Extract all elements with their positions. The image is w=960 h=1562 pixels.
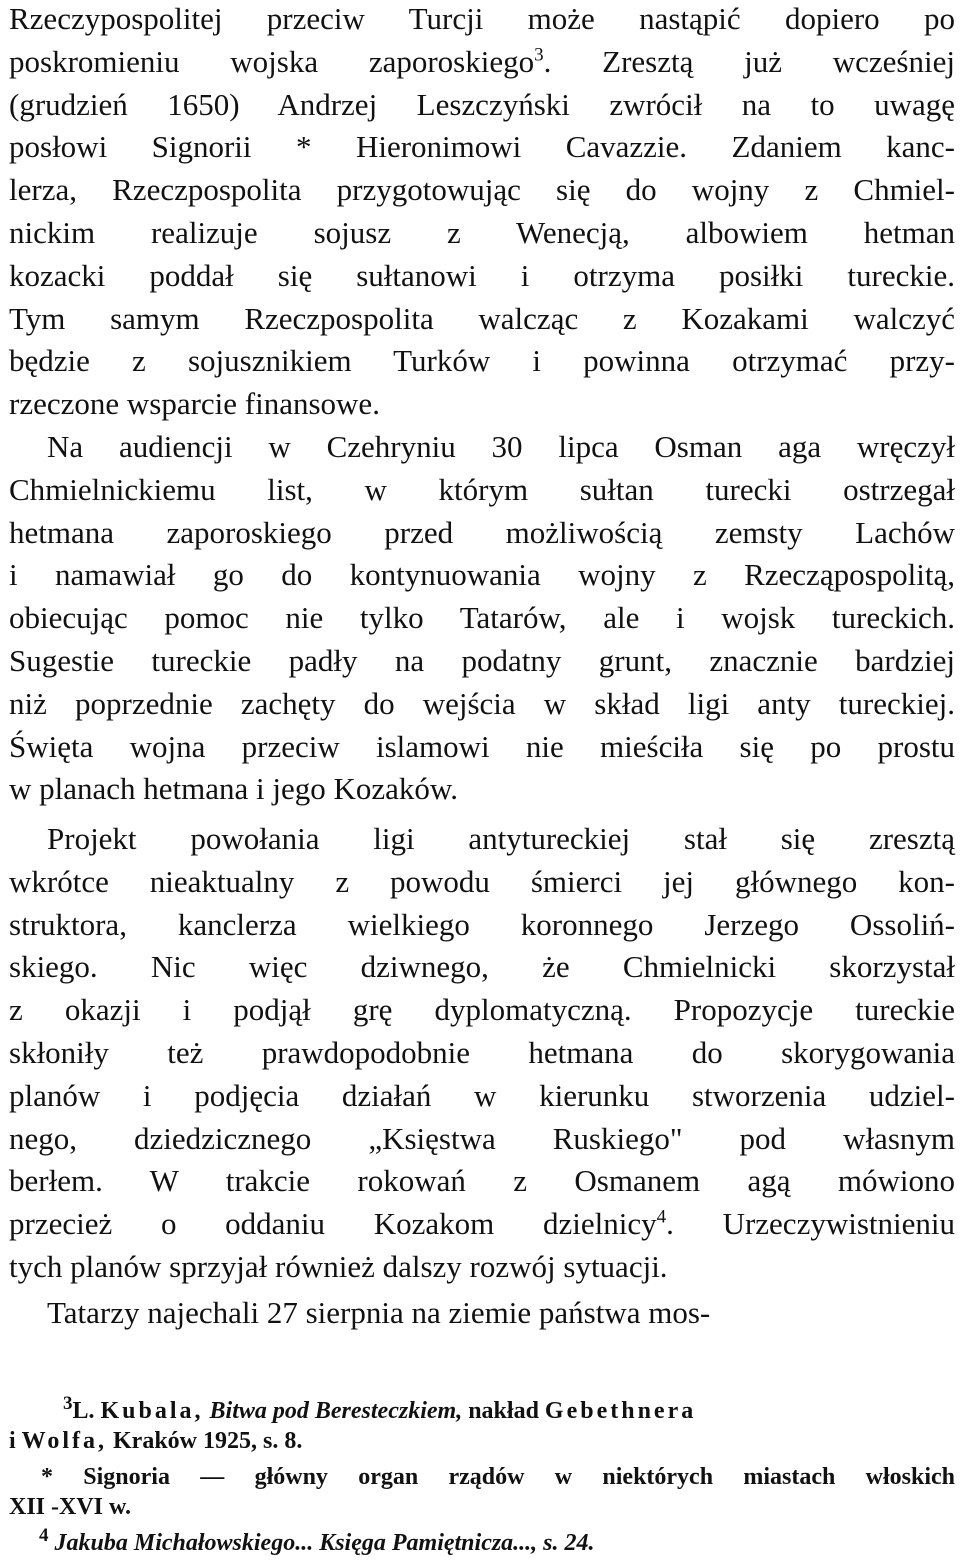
author-name: Kubala, [100,1398,204,1424]
text-line: tych planów sprzyjał również dalszy rozwój sytuacji. [9,1248,668,1284]
paragraph-3 [9,818,955,1289]
text-line: Tatarzy najechali 27 sierpnia na ziemie państwa mos- [47,1295,711,1330]
text-line: niż poprzednie zachęty do wejścia w skład ligi anty tureckiej. [9,685,955,721]
text-line: lerza, Rzeczpospolita przygotowując się do wojny z Chmiel- [9,172,955,208]
text-line [9,1203,955,1246]
publisher-name: Gebethnera [544,1398,697,1424]
text-line: obiecując pomoc nie tylko Tatarów, ale i wojsk tureckich. [9,600,955,636]
footnote-text: Jakuba Michałowskiego... Księga Pamiętnicza..., s. 24. [54,1530,595,1556]
footnote-4 [9,1525,955,1558]
text-line: planów i podjęcia działań w kierunku stworzenia udziel- [9,1077,955,1113]
footnote-3 [9,1393,955,1456]
footnote-line [9,1426,955,1456]
text-line: w planach hetmana i jego Kozaków. [9,771,459,807]
text-line: struktora, kanclerza wielkiego koronnego Jerzego Ossoliń- [9,906,955,942]
text-line: będzie z sojusznikiem Turków i powinna otrzymać przy- [9,343,955,379]
footnote-line: * Signoria — główny organ rządów w niektórych miastach włoskich [41,1464,955,1490]
author-initial: L. [72,1398,101,1424]
footnote-star [9,1462,955,1522]
text-line: Na audiencji w Czehryniu 30 lipca Osman aga wręczył [47,429,955,464]
text-line: Sugestie tureckie padły na podatny grunt, znacznie bardziej [9,642,955,678]
text-fragment: i [9,1428,22,1454]
text-fragment: . Zresztą już wcześniej [543,43,955,79]
text-line: nego, dziedzicznego „Księstwa Ruskiego" pod własnym [9,1120,955,1156]
footnote-ref-3[interactable]: 3 [534,44,544,66]
text-line: Tym samym Rzeczpospolita walcząc z Kozakami walczyć [9,300,955,336]
text-fragment: nakład [462,1398,545,1424]
text-line: Święta wojna przeciw islamowi nie mieściła się po prostu [9,728,955,764]
footnote-mark: 4 [39,1525,49,1546]
text-line: rzeczone wsparcie finansowe. [9,386,380,422]
text-line: z okazji i podjął grę dyplomatyczną. Propozycje tureckie [9,992,955,1028]
text-line: Projekt powołania ligi antytureckiej stał się zresztą [47,821,955,856]
text-line: i namawiał go do kontynuowania wojny z Rzecząpospolitą, [9,557,955,593]
footnote-ref-4[interactable]: 4 [656,1206,667,1228]
text-line: posłowi Signorii * Hieronimowi Cavazzie. Zdaniem kanc- [9,129,955,165]
text-line [9,41,955,84]
text-fragment: przecież o oddaniu Kozakom dzielnicy [9,1206,657,1242]
text-line: wkrótce nieaktualny z powodu śmierci jej głównego kon- [9,863,955,899]
footnote-line [9,1393,955,1426]
text-line: berłem. W trakcie rokowań z Osmanem agą mówiono [9,1163,955,1199]
paragraph-4 [9,1292,955,1335]
text-line: nickim realizuje sojusz z Wenecją, albowiem hetman [9,214,955,250]
publisher-name: Wolfa, [21,1428,108,1454]
footnote-mark: 3 [63,1393,73,1414]
text-line: skiego. Nic więc dziwnego, że Chmielnicki skorzystał [9,949,955,985]
text-fragment: Kraków 1925, s. 8. [107,1428,303,1454]
paragraph-2 [9,426,955,811]
text-line: kozacki poddał się sułtanowi i otrzyma posiłki tureckie. [9,257,955,293]
text-fragment: . Urzeczywistnieniu [666,1206,955,1242]
text-line: Rzeczypospolitej przeciw Turcji może nastąpić dopiero po [9,1,955,36]
text-line: (grudzień 1650) Andrzej Leszczyński zwrócił na to uwagę [9,86,955,122]
book-title: Bitwa pod Beresteczkiem, [209,1398,463,1424]
paragraph-1 [9,0,955,426]
text-line: Chmielnickiemu list, w którym sułtan turecki ostrzegał [9,471,955,507]
text-line: skłoniły też prawdopodobnie hetmana do skorygowania [9,1034,955,1070]
text-line: hetmana zaporoskiego przed możliwością zemsty Lachów [9,514,955,550]
footnote-line [9,1525,955,1558]
footnote-line: XII -XVI w. [9,1494,132,1520]
text-fragment: poskromieniu wojska zaporoskiego [9,43,535,79]
